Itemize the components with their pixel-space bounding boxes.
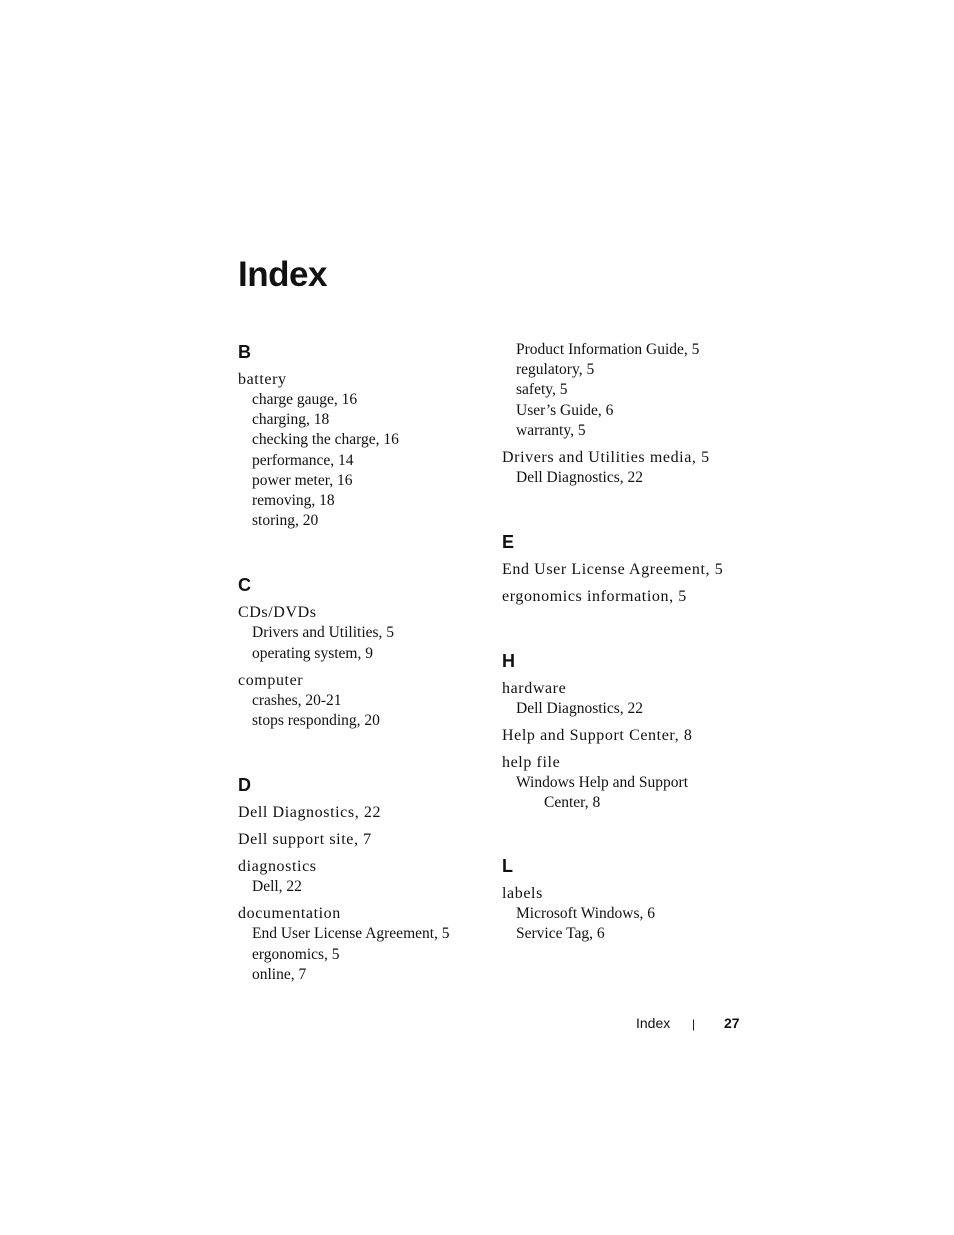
index-term: Dell support site, 7: [238, 831, 372, 849]
index-section: [502, 649, 752, 811]
index-subentry: Service Tag, 6: [516, 924, 605, 942]
index-term: ergonomics information, 5: [502, 588, 687, 606]
index-subentries: [252, 877, 478, 897]
index-entry: [502, 884, 752, 944]
page-number: 27: [724, 1015, 740, 1031]
index-term: battery: [238, 371, 287, 388]
page-title: Index: [238, 255, 327, 294]
index-term: Dell Diagnostics, 22: [238, 804, 382, 822]
index-subentries: [516, 699, 752, 719]
continued-entry: [502, 340, 752, 441]
index-subentry: performance, 14: [252, 451, 354, 469]
index-subentries: [252, 390, 478, 531]
index-section: [238, 773, 478, 985]
index-term: End User License Agreement, 5: [502, 561, 724, 579]
index-subentry: End User License Agreement, 5: [252, 925, 450, 943]
index-term: documentation: [238, 905, 341, 923]
index-subentry: Dell, 22: [252, 878, 302, 896]
index-entry: [502, 679, 752, 719]
index-subentry: charge gauge, 16: [252, 391, 358, 408]
index-subentry: checking the charge, 16: [252, 431, 399, 449]
index-subentry: safety, 5: [516, 381, 568, 399]
index-entry: [502, 560, 752, 580]
section-letter: B: [238, 342, 251, 362]
index-subentry: operating system, 9: [252, 644, 373, 662]
index-subentry: power meter, 16: [252, 471, 353, 489]
index-subentries: [516, 773, 752, 811]
index-entry: [502, 753, 752, 811]
index-subentry: Dell Diagnostics, 22: [516, 469, 643, 487]
index-subentries: [252, 623, 478, 663]
index-subentry: storing, 20: [252, 512, 319, 530]
continued-section: [502, 448, 752, 488]
index-subentry: Windows Help and Support: [516, 774, 689, 792]
index-entry: [238, 830, 478, 850]
index-term: diagnostics: [238, 858, 317, 876]
index-subentries: [252, 924, 478, 985]
section-letter: E: [502, 532, 515, 553]
index-subentry: Microsoft Windows, 6: [516, 904, 656, 922]
index-subentry: removing, 18: [252, 492, 335, 510]
index-subentry: ergonomics, 5: [252, 945, 340, 963]
footer-separator: |: [692, 1017, 696, 1031]
section-letter: H: [502, 651, 515, 672]
index-term: CDs/DVDs: [238, 604, 317, 622]
index-subentry: stops responding, 20: [252, 712, 380, 730]
section-letter: D: [238, 775, 251, 796]
index-term: Help and Support Center, 8: [502, 727, 693, 745]
index-entry: [502, 726, 752, 746]
index-column-right: [502, 340, 752, 986]
index-section: [238, 573, 478, 731]
index-subentry: online, 7: [252, 965, 307, 983]
index-subentry: warranty, 5: [516, 421, 586, 439]
index-term: hardware: [502, 680, 567, 698]
index-column-left: [238, 340, 478, 1027]
index-entry: [238, 904, 478, 985]
index-section: [502, 530, 752, 607]
index-subentry: Dell Diagnostics, 22: [516, 700, 643, 718]
index-term: help file: [502, 754, 561, 772]
index-entry: [502, 448, 752, 488]
index-subentry: User’s Guide, 6: [516, 401, 614, 419]
index-entry: [238, 671, 478, 731]
index-subentry: charging, 18: [252, 411, 330, 429]
index-entry: [238, 803, 478, 823]
index-term: Drivers and Utilities media, 5: [502, 449, 710, 467]
index-term: labels: [502, 884, 543, 902]
section-letter: C: [238, 575, 251, 596]
index-term: computer: [238, 671, 304, 689]
index-subentry-continuation: Center, 8: [544, 793, 601, 811]
index-subentry: Drivers and Utilities, 5: [252, 624, 395, 642]
index-subentry: crashes, 20-21: [252, 691, 342, 709]
index-subentries: [516, 904, 752, 944]
index-section: [238, 340, 478, 531]
index-entry: [502, 587, 752, 607]
section-letter: L: [502, 855, 513, 876]
index-subentries: [252, 691, 478, 731]
index-subentries: [516, 340, 752, 441]
index-subentries: [516, 468, 752, 488]
index-subentry: regulatory, 5: [516, 361, 595, 379]
index-entry: [238, 857, 478, 897]
index-section: [502, 854, 752, 944]
index-entry: [238, 370, 478, 531]
index-subentry: Product Information Guide, 5: [516, 341, 700, 358]
index-entry: [238, 603, 478, 663]
footer-label: Index: [636, 1015, 671, 1031]
